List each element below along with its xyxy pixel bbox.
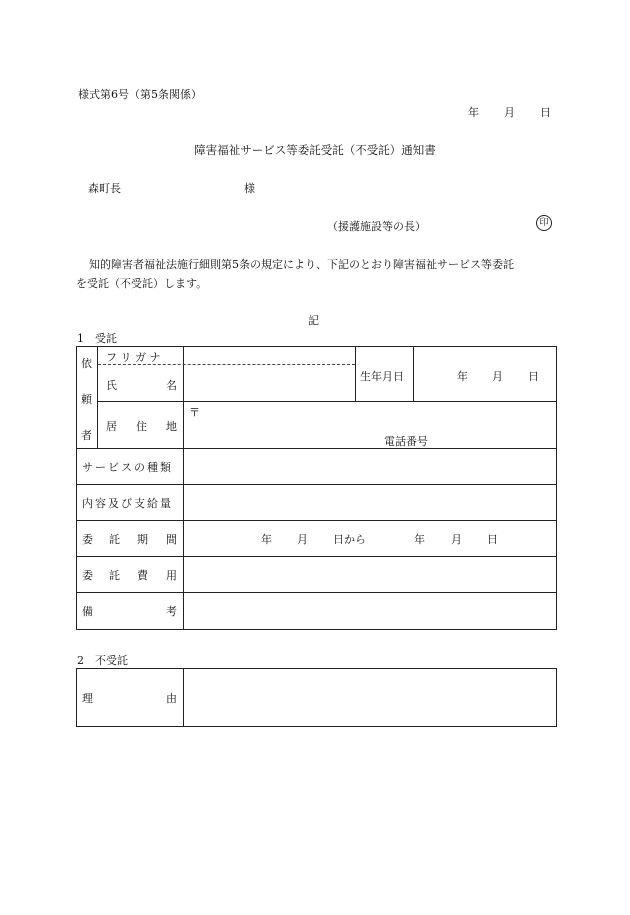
address-label-3: 地 — [166, 420, 177, 433]
date-day: 日 — [540, 106, 551, 119]
furigana-label: フ リ ガ ナ — [106, 351, 161, 364]
reason-label-1: 理 — [82, 692, 93, 705]
date-year: 年 — [468, 106, 479, 119]
period-label-3: 期 — [137, 533, 148, 546]
service-type-label: サービスの種類 — [82, 461, 173, 474]
section2-border — [76, 668, 557, 727]
cost-label-1: 委 — [82, 569, 93, 582]
postal-mark: 〒 — [189, 406, 200, 419]
birthdate-year: 年 — [457, 370, 468, 383]
name-label-1: 氏 — [106, 379, 117, 392]
form-number: 様式第6号（第5条関係） — [78, 88, 202, 101]
cost-label-4: 用 — [166, 569, 177, 582]
reason-label-2: 由 — [166, 692, 177, 705]
document-title: 障害福祉サービス等委託受託（不受託）通知書 — [194, 143, 436, 157]
requester-label-2: 頼 — [81, 393, 92, 406]
period-year-1: 年 — [261, 533, 272, 546]
period-month-2: 月 — [451, 533, 462, 546]
cost-label-2: 託 — [109, 569, 120, 582]
body-line-1: 知的障害者福祉法施行細則第5条の規定により、下記のとおり障害福祉サービス等委託 — [89, 258, 514, 271]
period-label-2: 託 — [109, 533, 120, 546]
address-label-2: 住 — [136, 420, 147, 433]
period-day-1: 日から — [333, 533, 366, 546]
period-year-2: 年 — [414, 533, 425, 546]
date-month: 月 — [504, 106, 515, 119]
remarks-label-1: 備 — [82, 605, 93, 618]
body-line-2: を受託（不受託）します。 — [76, 277, 208, 290]
seal-mark: 印 — [536, 215, 552, 231]
name-label-2: 名 — [166, 379, 177, 392]
content-label: 内容及び支給量 — [82, 497, 173, 510]
period-label-1: 委 — [82, 533, 93, 546]
period-label-4: 間 — [166, 533, 177, 546]
cost-label-3: 費 — [137, 569, 148, 582]
period-day-2: 日 — [487, 533, 498, 546]
addressee-honorific: 様 — [244, 182, 255, 195]
sender-label: （援護施設等の長） — [327, 220, 426, 233]
section2-heading: 2 不受託 — [77, 654, 128, 667]
requester-label-3: 者 — [81, 429, 92, 442]
birthdate-label: 生年月日 — [360, 370, 404, 383]
addressee-name: 森町長 — [88, 182, 121, 195]
birthdate-month: 月 — [492, 370, 503, 383]
period-month-1: 月 — [297, 533, 308, 546]
birthdate-day: 日 — [528, 370, 539, 383]
remarks-label-2: 考 — [166, 605, 177, 618]
section1-heading: 1 受託 — [77, 332, 117, 345]
phone-label: 電話番号 — [384, 435, 428, 448]
requester-label-1: 依 — [81, 357, 92, 370]
section1-border — [76, 346, 557, 630]
address-label-1: 居 — [106, 420, 117, 433]
ki-mark: 記 — [308, 314, 319, 327]
